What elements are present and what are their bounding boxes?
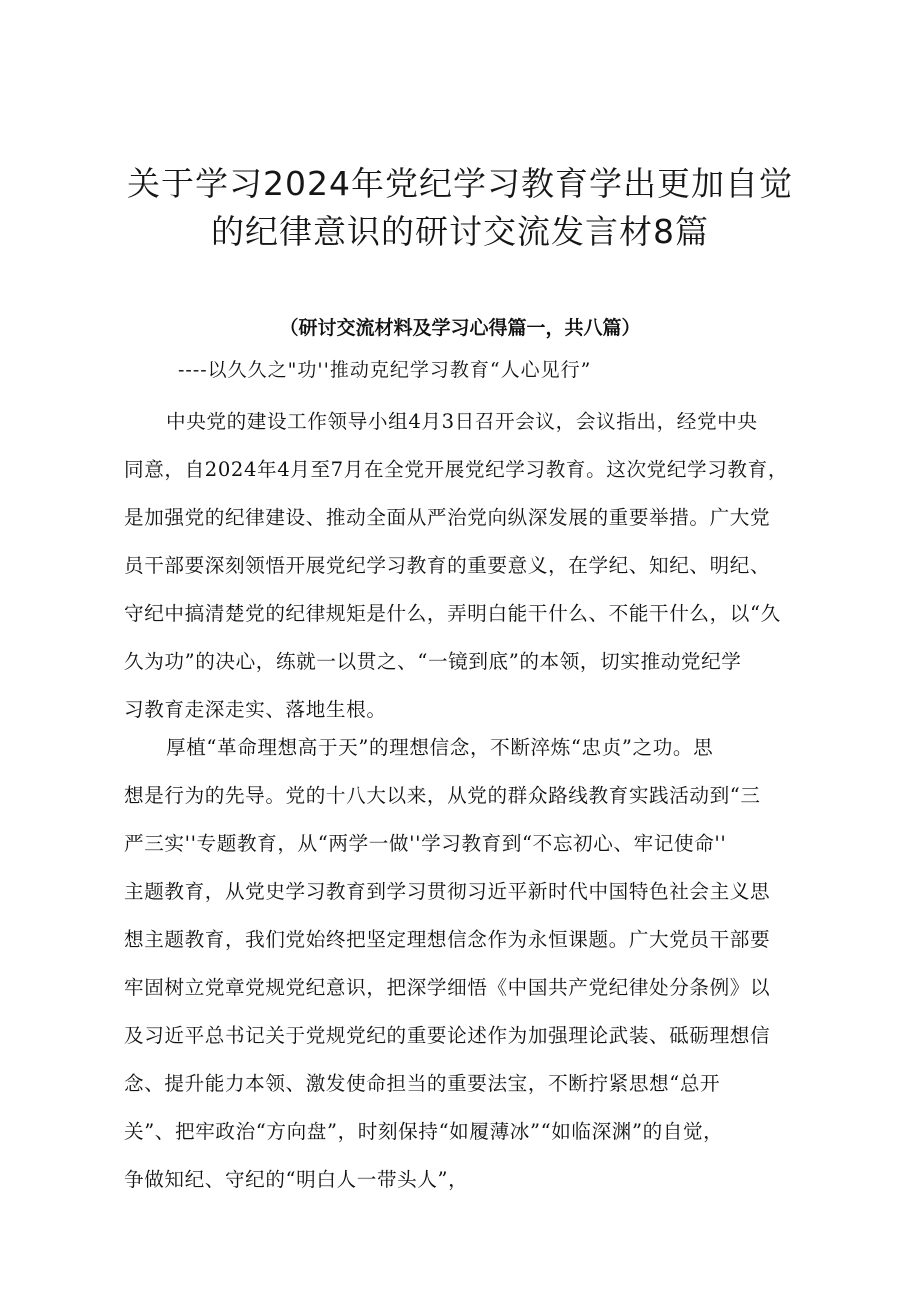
paragraph-line: 厚植“革命理想高于天”的理想信念，不断淬炼“忠贞”之功。思 [166, 736, 714, 759]
paragraph-1 [124, 398, 814, 734]
document-byline: ----以久久之"功''推动克纪学习教育“人心见行” [178, 359, 592, 381]
paragraph-line: 念、提升能力本领、激发使命担当的重要法宝，不断拧紧思想“总开 [124, 1072, 721, 1095]
document-title [100, 160, 820, 256]
paragraph-line: 及习近平总书记关于党规党纪的重要论述作为加强理论武装、砥砺理想信 [124, 1024, 771, 1047]
paragraph-line: 争做知纪、守纪的“明白人一带头人”， [124, 1168, 469, 1191]
paragraph-line: 关”、把牢政治“方向盘”，时刻保持“如履薄冰”“如临深渊”的自觉， [124, 1120, 724, 1143]
paragraph-line: 是加强党的纪律建设、推动全面从严治党向纵深发展的重要举措。广大党 [124, 506, 771, 529]
paragraph-line: 员干部要深刻领悟开展党纪学习教育的重要意义，在学纪、知纪、明纪、 [124, 554, 771, 577]
paragraph-2 [124, 724, 814, 1204]
title-line: 关于学习2024年党纪学习教育学出更加自觉 [127, 164, 793, 203]
paragraph-line: 想主题教育，我们党始终把坚定理想信念作为永恒课题。广大党员干部要 [124, 928, 771, 951]
title-line: 的纪律意识的研讨交流发言材8篇 [211, 212, 709, 251]
paragraph-line: 想是行为的先导。党的十八大以来，从党的群众路线教育实践活动到“三 [124, 784, 761, 807]
paragraph-line: 习教育走深走实、落地生根。 [124, 698, 387, 721]
paragraph-line: 严三实''专题教育，从“两学一做''学习教育到“不忘初心、牢记使命'' [124, 832, 727, 855]
paragraph-line: 主题教育，从党史学习教育到学习贯彻习近平新时代中国特色社会主义思 [124, 880, 771, 903]
paragraph-line: 同意，自2024年4月至7月在全党开展党纪学习教育。这次党纪学习教育， [124, 458, 789, 481]
paragraph-line: 久为功”的决心，练就一以贯之、“一镜到底”的本领，切实推动党纪学 [124, 650, 742, 673]
paragraph-line: 中央党的建设工作领导小组4月3日召开会议，会议指出，经党中央 [166, 410, 758, 433]
paragraph-line: 守纪中搞清楚党的纪律规矩是什么，弄明白能干什么、不能干什么，以“久 [124, 602, 781, 625]
document-subtitle: （研讨交流材料及学习心得篇一，共八篇） [279, 317, 641, 339]
paragraph-line: 牢固树立党章党规党纪意识，把深学细悟《中国共产党纪律处分条例》以 [124, 976, 771, 999]
